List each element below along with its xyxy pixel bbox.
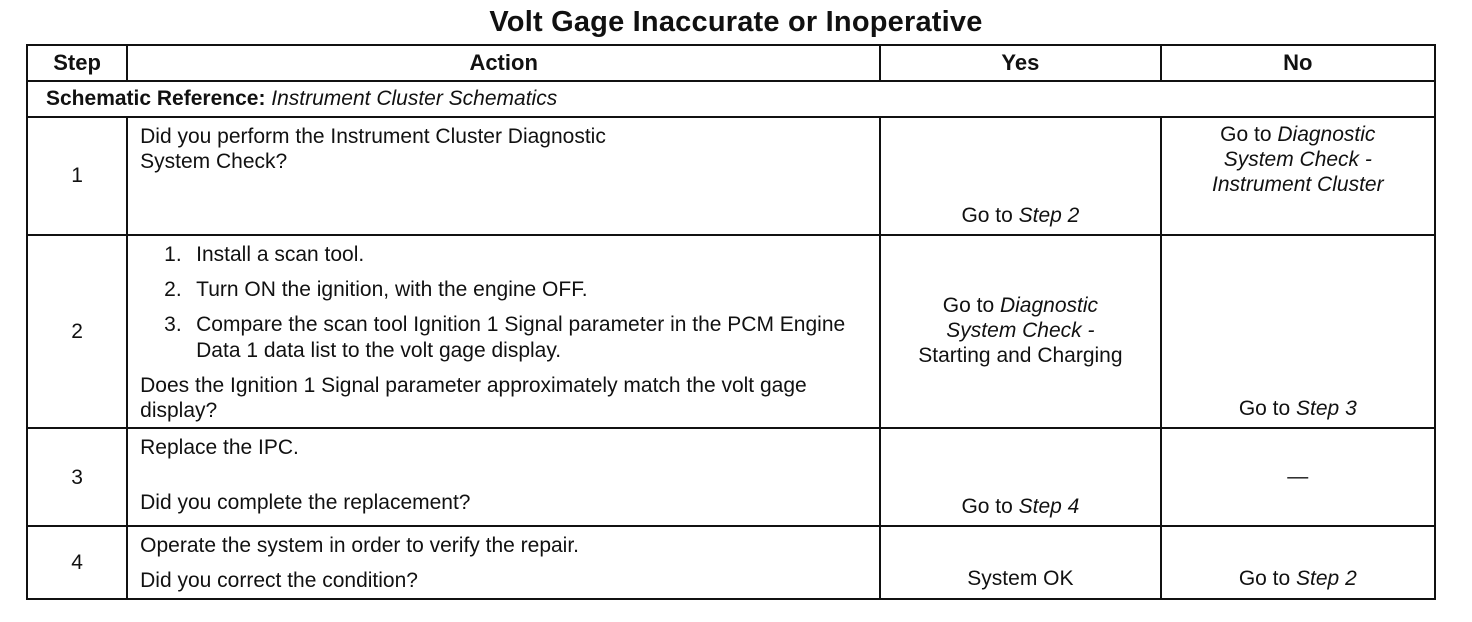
header-step: Step (27, 45, 127, 81)
action-text: System Check? (140, 150, 288, 174)
table-row (27, 428, 1435, 526)
no-cell: — (1161, 428, 1435, 526)
yes-tail: Starting and Charging (918, 344, 1123, 368)
yes-cell (880, 117, 1160, 235)
header-row (27, 45, 1435, 81)
page-title: Volt Gage Inaccurate or Inoperative (489, 6, 983, 38)
table-row (27, 526, 1435, 598)
no-prefix: Go to (1220, 123, 1278, 146)
action-cell (127, 117, 880, 235)
step-number: 3 (27, 428, 127, 526)
action-question: Did you complete the replacement? (140, 491, 471, 515)
table-row (27, 235, 1435, 428)
no-ref: Step 3 (1296, 396, 1357, 420)
action-cell (127, 428, 880, 526)
header-yes: Yes (880, 45, 1160, 81)
action-text: Operate the system in order to verify the repair. (140, 534, 580, 558)
yes-ref: Step 2 (1018, 203, 1080, 227)
schematic-reference (27, 81, 1435, 117)
action-list (140, 242, 871, 363)
step-number: 4 (27, 526, 127, 598)
no-ref: Instrument Cluster (1212, 173, 1384, 197)
yes-ref: Diagnostic (999, 293, 1099, 317)
step-number: 2 (27, 235, 127, 428)
schematic-label: Schematic Reference: (46, 87, 266, 111)
yes-ref: Step 4 (1018, 494, 1080, 518)
header-no: No (1161, 45, 1435, 81)
schematic-value: Instrument Cluster Schematics (271, 87, 558, 111)
no-prefix: Go to (1238, 567, 1297, 591)
action-text: Did you perform the Instrument Cluster Diagnostic (140, 125, 606, 148)
action-question: Did you correct the condition? (140, 569, 418, 593)
no-cell (1161, 235, 1435, 428)
yes-prefix: Go to (961, 203, 1019, 227)
table-row (27, 117, 1435, 235)
list-item: 1. Install a scan tool. (164, 243, 365, 266)
yes-cell (880, 428, 1160, 526)
schematic-row (27, 81, 1435, 117)
no-ref: Diagnostic (1277, 123, 1376, 146)
no-ref: System Check - (1223, 148, 1372, 172)
yes-ref: System Check - (946, 318, 1095, 342)
yes-prefix: Go to (961, 494, 1019, 518)
action-cell (127, 235, 880, 428)
list-item: 3. Compare the scan tool Ignition 1 Signal parameter in the PCM Engine Data 1 data list to the volt gage display. (164, 313, 846, 362)
step-number: 1 (27, 117, 127, 235)
no-ref: Step 2 (1296, 567, 1357, 591)
header-action: Action (127, 45, 880, 81)
list-item: 2. Turn ON the ignition, with the engine OFF. (164, 278, 588, 302)
no-cell (1161, 117, 1435, 235)
no-prefix: Go to (1238, 396, 1297, 420)
action-text: Replace the IPC. (140, 436, 299, 460)
yes-cell: System OK (880, 526, 1160, 598)
yes-cell (880, 235, 1160, 428)
yes-prefix: Go to (942, 293, 1000, 317)
diagnostic-table (26, 44, 1436, 600)
no-cell (1161, 526, 1435, 598)
action-cell (127, 526, 880, 598)
action-question: Does the Ignition 1 Signal parameter approximately match the volt gage display? (140, 373, 807, 422)
